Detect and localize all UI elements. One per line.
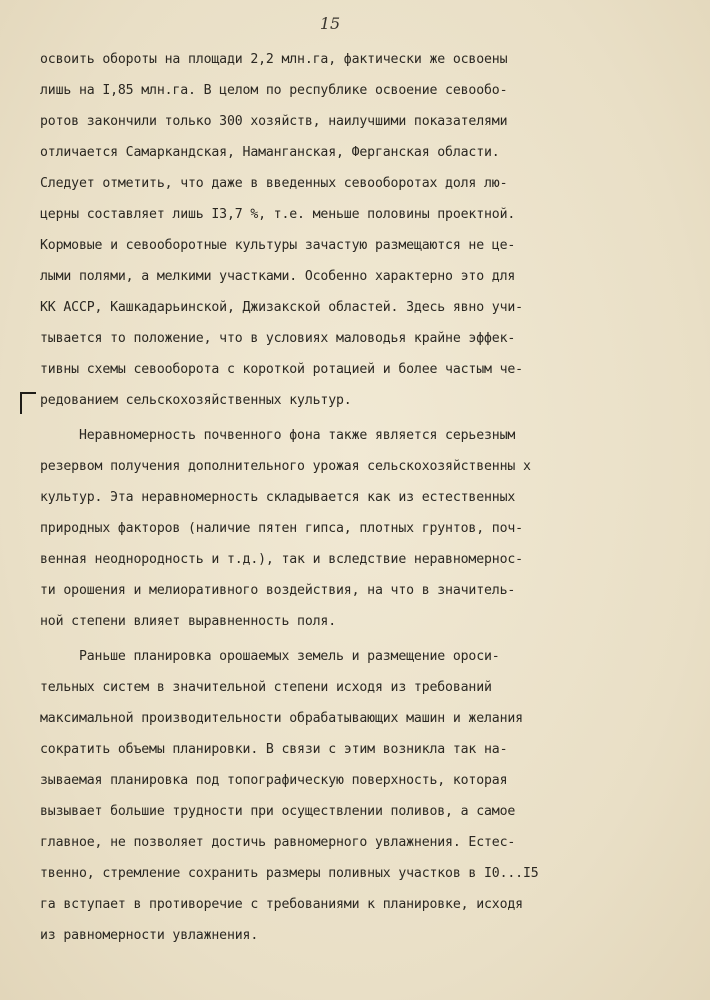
body-text [40,44,640,951]
text-line: лишь на I,85 млн.га. В целом по республике освоение севообо- [40,83,508,98]
text-line: редованием сельскохозяйственных культур. [40,393,352,408]
text-line: лыми полями, а мелкими участками. Особенно характерно это для [40,269,516,284]
text-line: культур. Эта неравномерность складывается как из естественных [40,490,516,505]
text-line: Неравномерность почвенного фона также является серьезным [40,428,516,443]
text-line: освоить обороты на площади 2,2 млн.га, фактически же освоены [40,52,508,67]
text-line: твенно, стремление сохранить размеры поливных участков в I0...I5 [40,866,539,881]
text-line: главное, не позволяет достичь равномерного увлажнения. Естес- [40,835,516,850]
text-line: церны составляет лишь I3,7 %, т.е. меньше половины проектной. [40,207,516,222]
text-line: тивны схемы севооборота с короткой ротацией и более частым че- [40,362,523,377]
text-line: природных факторов (наличие пятен гипса, плотных грунтов, поч- [40,521,523,536]
page-number: 15 [319,14,341,33]
text-line: резервом получения дополнительного урожая сельскохозяйственны х [40,459,531,474]
text-line: из равномерности увлажнения. [40,928,259,943]
paragraph-2 [40,420,640,637]
text-line: максимальной производительности обрабатывающих машин и желания [40,711,523,726]
text-line: ти орошения и мелиоративного воздействия, на что в значитель- [40,583,516,598]
text-line: ной степени влияет выравненность поля. [40,614,337,629]
text-line: Раньше планировка орошаемых земель и размещение ороси- [40,649,500,664]
text-line: тельных систем в значительной степени исходя из требований [40,680,492,695]
text-line: сократить объемы планировки. В связи с этим возникла так на- [40,742,508,757]
text-line: га вступает в противоречие с требованиями к планировке, исходя [40,897,523,912]
text-line: Следует отметить, что даже в введенных севооборотах доля лю- [40,176,508,191]
text-line: ротов закончили только 300 хозяйств, наилучшими показателями [40,114,508,129]
paragraph-1 [40,44,640,416]
text-line: Кормовые и севооборотные культуры зачастую размещаются не це- [40,238,516,253]
margin-bracket-mark [20,392,36,414]
text-line: тывается то положение, что в условиях маловодья крайне эффек- [40,331,516,346]
text-line: КК АССР, Кашкадарьинской, Джизакской областей. Здесь явно учи- [40,300,523,315]
text-line: зываемая планировка под топографическую поверхность, которая [40,773,508,788]
text-line: вызывает большие трудности при осуществлении поливов, а самое [40,804,516,819]
text-line: отличается Самаркандская, Наманганская, Ферганская области. [40,145,500,160]
text-line: венная неоднородность и т.д.), так и вследствие неравномернос- [40,552,523,567]
paragraph-3 [40,641,640,951]
